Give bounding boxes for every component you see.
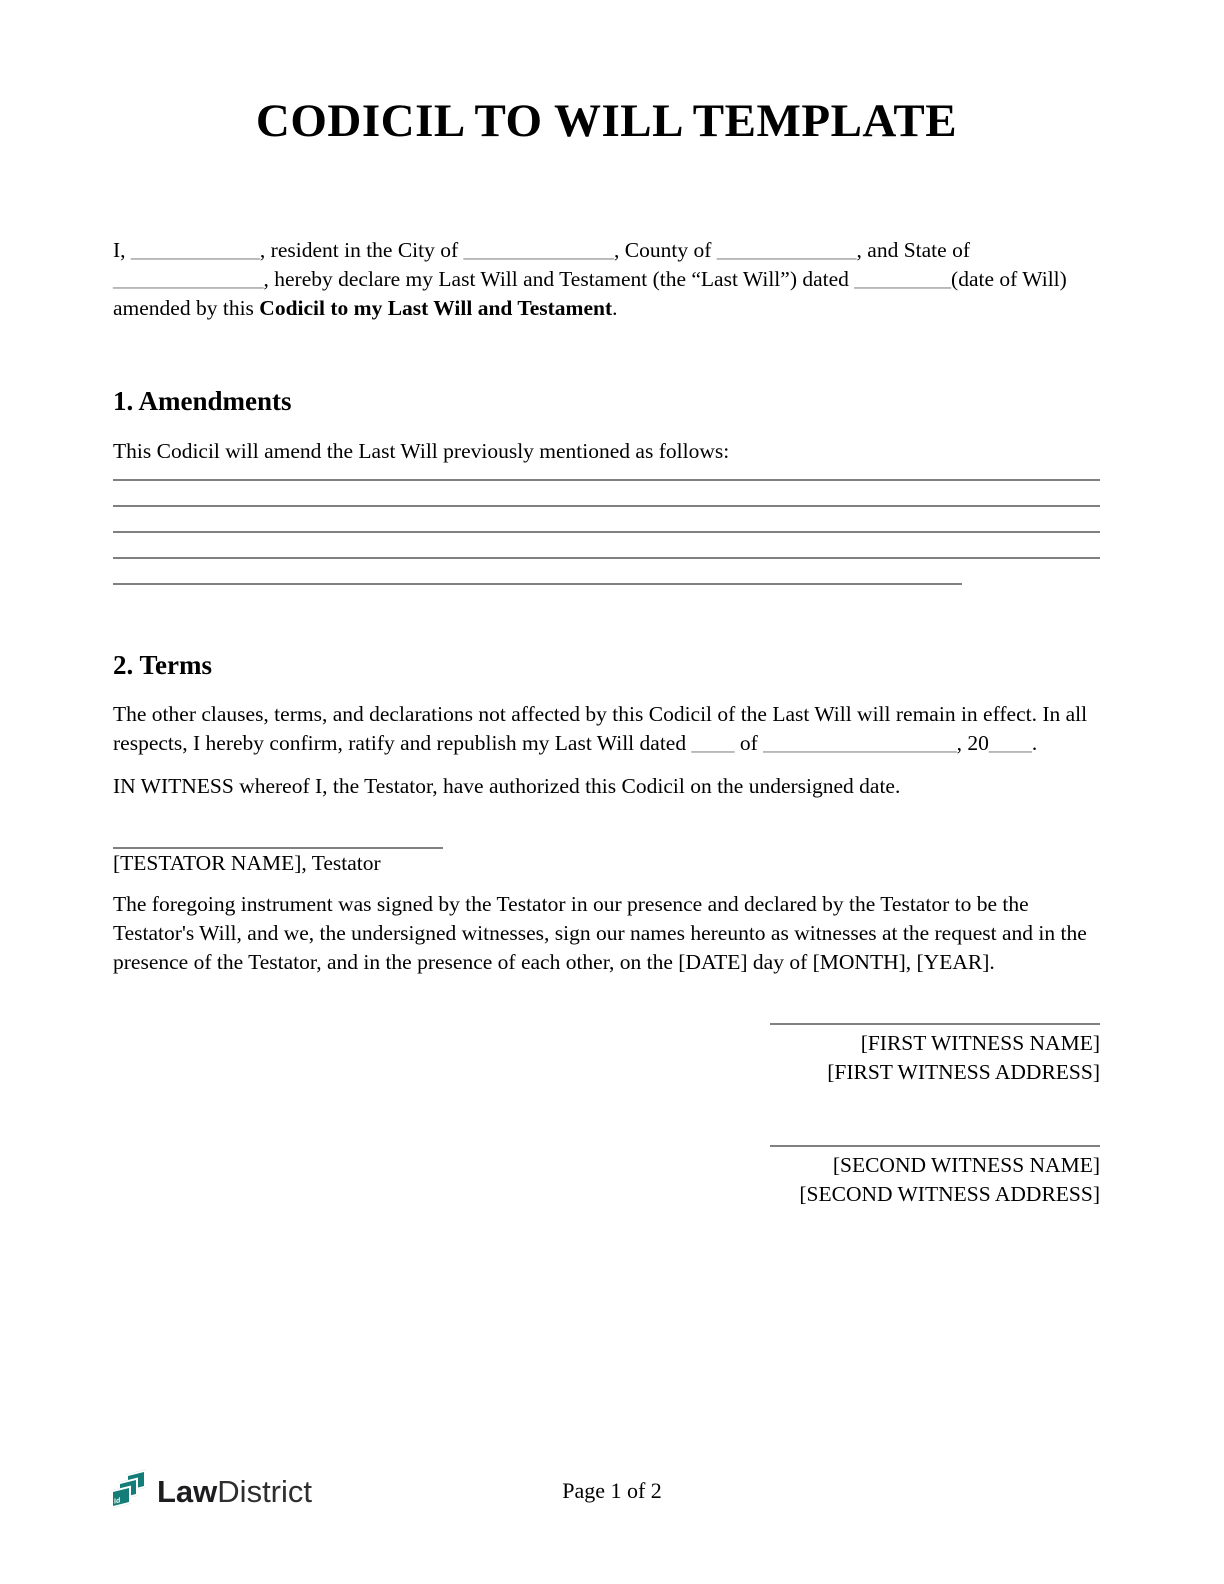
write-in-line <box>113 466 1100 481</box>
in-witness-clause: IN WITNESS whereof I, the Testator, have authorized this Codicil on the undersigned date. <box>113 773 901 798</box>
state-blank: ______________ <box>113 266 264 291</box>
intro-text: . <box>612 295 618 320</box>
first-witness-signature-line <box>770 1023 1100 1025</box>
intro-text: , hereby declare my Last Will and Testament (the “Last Will”) dated <box>263 266 855 291</box>
intro-text: (date of Will) amended by this <box>113 266 1067 320</box>
page-footer <box>0 1466 1224 1522</box>
terms-heading: 2. Terms <box>113 650 213 681</box>
second-witness-signature-line <box>770 1145 1100 1147</box>
month-blank: __________________ <box>763 730 957 755</box>
amendments-body: This Codicil will amend the Last Will previously mentioned as follows: <box>113 439 730 464</box>
terms-text: of <box>734 730 764 755</box>
day-blank: ____ <box>691 730 735 755</box>
intro-text: , and State of <box>856 237 970 262</box>
terms-text: The other clauses, terms, and declarations not affected by this Codicil of the Last Will will remain in effect. In all respects, I hereby confirm, ratify and republish my Last Will dated <box>113 701 1088 755</box>
lawdistrict-logo <box>110 1470 312 1512</box>
county-blank: _____________ <box>716 237 857 262</box>
terms-paragraph <box>113 700 1100 758</box>
terms-text: , 20 <box>956 730 989 755</box>
write-in-line <box>113 507 1100 533</box>
intro-text: I, <box>113 237 131 262</box>
lawdistrict-documents-icon <box>110 1470 150 1512</box>
second-witness-block <box>113 1145 1100 1209</box>
brand-law: Law <box>157 1473 218 1509</box>
testator-signature-line <box>113 839 443 849</box>
intro-text: , resident in the City of <box>259 237 464 262</box>
second-witness-name: [SECOND WITNESS NAME] <box>832 1152 1100 1177</box>
page-number: Page 1 of 2 <box>562 1478 662 1503</box>
brand-district: District <box>217 1473 313 1509</box>
amendments-heading: 1. Amendments <box>113 385 292 416</box>
date-blank: _________ <box>854 266 952 291</box>
first-witness-address: [FIRST WITNESS ADDRESS] <box>827 1059 1100 1084</box>
intro-paragraph <box>113 236 1100 323</box>
write-in-line <box>113 533 1100 559</box>
page-title: CODICIL TO WILL TEMPLATE <box>255 95 958 147</box>
attestation-paragraph: The foregoing instrument was signed by the Testator in our presence and declared by the Testator to be the Testator's Will, and we, the undersigned witnesses, sign our names hereunto as witnesses at the request and in the presence of the Testator, and in the presence of each other, on the [DATE] day of [MONTH], [YEAR]. <box>113 891 1087 974</box>
terms-text: . <box>1031 730 1038 755</box>
testator-signature-label: [TESTATOR NAME], Testator <box>113 850 381 875</box>
second-witness-address: [SECOND WITNESS ADDRESS] <box>799 1181 1100 1206</box>
testator-signature-block <box>113 839 1100 878</box>
first-witness-name: [FIRST WITNESS NAME] <box>860 1030 1100 1055</box>
brand-wordmark <box>157 1473 313 1509</box>
city-blank: ______________ <box>463 237 615 262</box>
codicil-bold-phrase: Codicil to my Last Will and Testament <box>259 295 613 320</box>
year-blank: ____ <box>988 730 1032 755</box>
document-shape-front <box>111 1486 131 1509</box>
write-in-line <box>113 481 1100 507</box>
amendments-write-in-lines <box>113 466 1100 585</box>
intro-text: , County of <box>614 237 717 262</box>
first-witness-block <box>113 1023 1100 1087</box>
name-blank: ____________ <box>130 237 260 262</box>
write-in-line <box>113 559 962 585</box>
logo-monogram: ld <box>114 1497 121 1506</box>
